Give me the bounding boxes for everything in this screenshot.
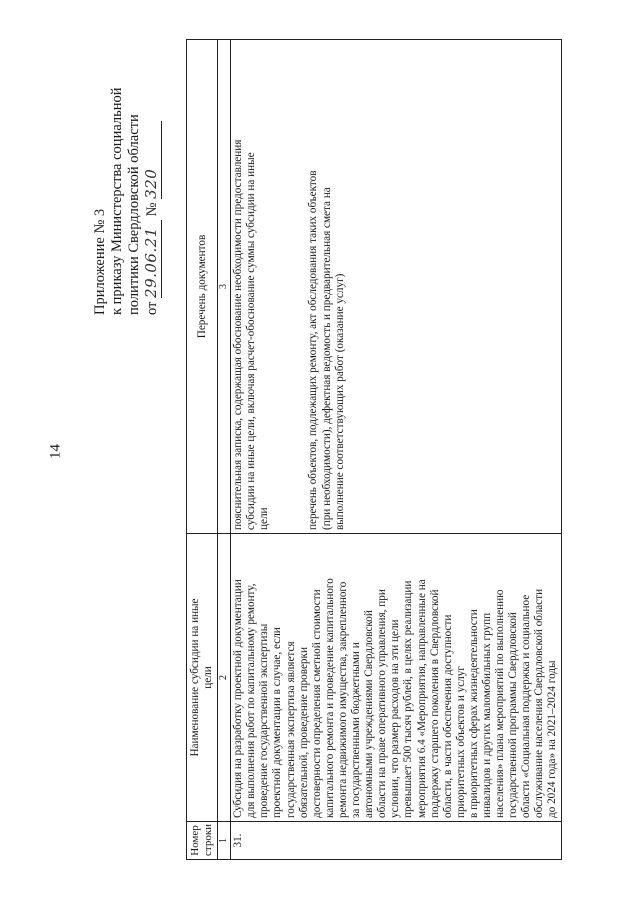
subsidy-name-line: автономными учреждениями Свердловской	[363, 610, 376, 818]
handwritten-date: 29.06.21	[142, 227, 160, 298]
subsidy-name-line: проектной документации в случае, если	[271, 627, 284, 818]
subsidy-name-line: в приоритетных сферах жизнедеятельности	[467, 609, 480, 818]
documents-line: выполнение соответствующих работ (оказание услуг)	[333, 273, 346, 530]
documents-line: (при необходимости), дефектная ведомость и предварительная смета на	[320, 187, 333, 530]
subsidy-name-line: приоритетных объектов и услуг	[454, 666, 467, 818]
subsidy-name-line: государственная экспертиза является	[284, 641, 297, 818]
subsidy-name-line: области, в части обеспечения доступности	[441, 614, 454, 818]
page-number: 14	[47, 444, 64, 459]
date-field	[143, 220, 162, 298]
row-number: 31.	[231, 822, 561, 860]
appendix-header	[92, 35, 162, 315]
appendix-title: Приложение № 3	[92, 208, 108, 315]
appendix-order-line: к приказу Министерства социальной	[109, 87, 125, 315]
subsidy-name-line: за государственными бюджетными и	[350, 642, 363, 818]
subsidy-name-line: ремонта недвижимого имущества, закрепленного	[336, 581, 349, 818]
date-prefix: от	[144, 301, 160, 315]
subsidy-name-line: государственной программы Свердловской	[507, 612, 520, 818]
subsidy-name-line: проведение государственной экспертизы	[258, 623, 271, 818]
header-documents: Перечень документов	[187, 40, 218, 534]
column-number-1: 1	[218, 822, 231, 860]
subsidy-name-cell	[231, 534, 561, 822]
landscape-sheet	[86, 40, 559, 860]
subsidy-name-line: области на праве оперативного управления, при	[376, 589, 389, 818]
subsidy-name-line: Субсидия на разработку проектной документации	[232, 579, 245, 818]
subsidy-name-line: условии, что размер расходов на эти цели	[389, 619, 402, 818]
subsidy-name-line: до 2024 года» на 2021–2024 годы	[546, 660, 559, 818]
subsidy-name-line: обязательной, проведение проверки	[297, 647, 310, 818]
header-row-number: Номер строки	[187, 822, 218, 860]
column-number-3: 3	[218, 40, 231, 534]
appendix-date-line	[143, 35, 162, 315]
number-prefix: №	[144, 202, 160, 217]
documents-cell	[231, 40, 561, 534]
subsidy-name-line: населения» плана мероприятий по выполнению	[494, 589, 507, 818]
subsidy-name-line: превышает 500 тысяч рублей, в целях реализации	[402, 580, 415, 818]
subsidy-name-line: капитального ремонта и проведение капитального	[323, 578, 336, 818]
documents-line: субсидии на иные цели, включая расчет-обоснование суммы субсидии на иные	[245, 152, 258, 530]
subsidy-name-line: мероприятия 6.4 «Мероприятия, направленные на	[415, 579, 428, 818]
documents-table	[186, 39, 562, 860]
subsidy-name-line: инвалидов и других маломобильных групп	[480, 612, 493, 818]
column-number-row	[218, 40, 231, 860]
documents-line: пояснительная записка, содержащая обоснование необходимости предоставления	[232, 139, 245, 530]
subsidy-name-line: поддержку старшего поколения в Свердловской	[428, 589, 441, 818]
documents-line: цели	[258, 507, 271, 530]
subsidy-name-line: области «Социальная поддержка и социальное	[520, 594, 533, 818]
appendix-ministry-line: политики Свердловской области	[126, 114, 142, 315]
subsidy-name-line: обслуживание населения Свердловской области	[533, 588, 546, 818]
number-field	[143, 121, 162, 199]
table-header-row	[187, 40, 218, 860]
subsidy-name-line: для выполнения работ по капитальному ремонту,	[245, 583, 258, 818]
handwritten-number: 320	[142, 168, 160, 199]
documents-line: перечень объектов, подлежащих ремонту, акт обследования таких объектов	[307, 170, 320, 530]
header-subsidy-name: Наименование субсидии на иные цели	[187, 534, 218, 822]
subsidy-name-line: достоверности определения сметной стоимости	[310, 589, 323, 818]
table-row	[231, 40, 561, 860]
documents-spacer	[271, 43, 307, 530]
column-number-2: 2	[218, 534, 231, 822]
